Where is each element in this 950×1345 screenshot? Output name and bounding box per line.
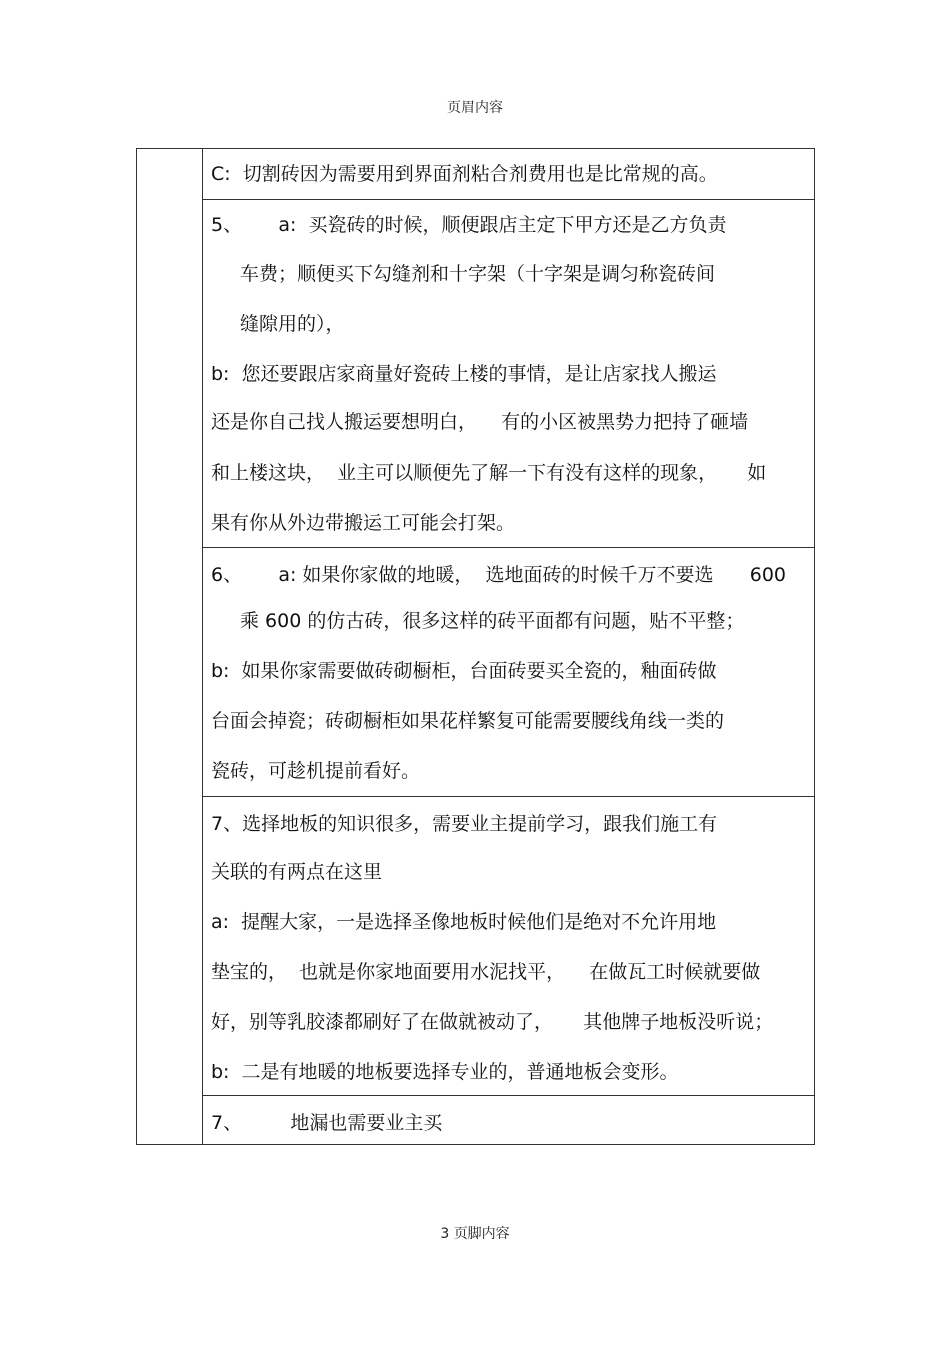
row-text-line: 乘 600 的仿古砖，很多这样的砖平面都有问题，贴不平整； <box>240 610 745 632</box>
row-text-line: a: 提醒大家，一是选择圣像地板时候他们是绝对不允许用地 <box>211 911 717 933</box>
page-footer <box>0 1223 950 1243</box>
row-text-line: 车费；顺便买下勾缝剂和十字架（十字架是调匀称瓷砖间 <box>240 263 716 285</box>
table-row <box>203 797 814 1096</box>
row-text-line: 5、 a: 买瓷砖的时候，顺便跟店主定下甲方还是乙方负责 <box>211 214 727 236</box>
row-text-line: 和上楼这块， 业主可以顺便先了解一下有没有这样的现象， 如 <box>211 462 767 484</box>
row-text-line: b: 二是有地暖的地板要选择专业的，普通地板会变形。 <box>211 1061 679 1083</box>
row-text-line: 7、选择地板的知识很多，需要业主提前学习，跟我们施工有 <box>211 813 718 835</box>
row-text-line: 瓷砖，可趁机提前看好。 <box>211 760 421 782</box>
row-text-line: 7、 地漏也需要业主买 <box>211 1112 443 1134</box>
row-text-line: 6、 a: 如果你家做的地暖， 选地面砖的时候千万不要选 600 <box>211 564 786 586</box>
row-text-line: b: 您还要跟店家商量好瓷砖上楼的事情，是让店家找人搬运 <box>211 363 717 385</box>
footer-text: 页脚内容 <box>453 1226 510 1242</box>
page-number: 3 <box>440 1226 450 1242</box>
row-text-line: 好，别等乳胶漆都刷好了在做就被动了， 其他牌子地板没听说； <box>211 1011 774 1033</box>
row-text-line: 缝隙用的）， <box>240 313 345 335</box>
table-row <box>203 200 814 548</box>
row-text-line: 垫宝的， 也就是你家地面要用水泥找平， 在做瓦工时候就要做 <box>211 961 761 983</box>
row-text-line: 关联的有两点在这里 <box>211 861 383 883</box>
row-text-line: 还是你自己找人搬运要想明白， 有的小区被黑势力把持了砸墙 <box>211 411 749 433</box>
row-text-line: b: 如果你家需要做砖砌橱柜，台面砖要买全瓷的，釉面砖做 <box>211 660 717 682</box>
table-row <box>203 149 814 200</box>
table-row <box>203 1096 814 1144</box>
row-text-line: 台面会掉瓷；砖砌橱柜如果花样繁复可能需要腰线角线一类的 <box>211 710 725 732</box>
content-table <box>136 148 815 1145</box>
table-left-column <box>137 149 203 1144</box>
row-text-line: 果有你从外边带搬运工可能会打架。 <box>211 512 516 534</box>
table-row <box>203 548 814 797</box>
row-text-line: C: 切割砖因为需要用到界面剂粘合剂费用也是比常规的高。 <box>211 163 718 185</box>
page-header: 页眉内容 <box>447 100 503 116</box>
